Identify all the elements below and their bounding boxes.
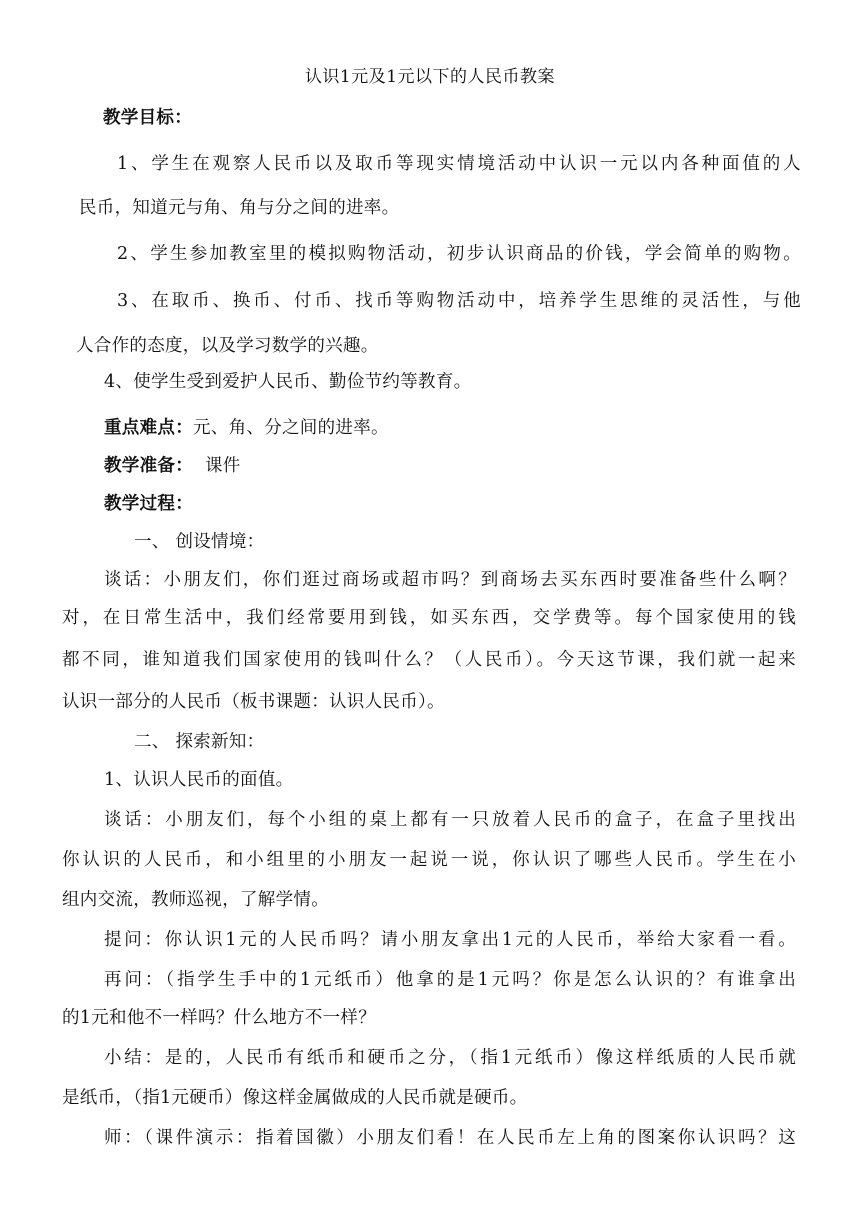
objective-3-line1: 3、在取币、换币、付币、找币等购物活动中，培养学生思维的灵活性，与他 — [117, 291, 801, 311]
section2-heading: 二、 探索新知： — [134, 732, 265, 752]
section2-para1-line: 谈话：小朋友们，每个小组的桌上都有一只放着人民币的盒子，在盒子里找出 — [104, 810, 796, 830]
objective-4: 4、使学生受到爱护人民币、勤俭节约等教育。 — [104, 372, 472, 392]
preparation — [104, 452, 241, 477]
preparation-text: 课件 — [205, 456, 241, 476]
preparation-label: 教学准备： — [104, 456, 193, 476]
objective-1-line2: 民币，知道元与角、角与分之间的进率。 — [79, 198, 400, 218]
key-points — [104, 414, 389, 439]
key-points-label: 重点难点： — [104, 418, 193, 438]
section2-para1-line: 你认识的人民币，和小组里的小朋友一起说一说，你认识了哪些人民币。学生在小 — [62, 850, 796, 870]
section1-line: 对，在日常生活中，我们经常要用到钱，如买东西，交学费等。每个国家使用的钱 — [62, 608, 796, 628]
section2-para4-line: 小结：是的，人民币有纸币和硬币之分，（指1元纸币）像这样纸质的人民币就 — [104, 1048, 796, 1068]
section2-para2: 提问：你认识1元的人民币吗？请小朋友拿出1元的人民币，举给大家看一看。 — [104, 930, 796, 950]
section1-heading: 一、 创设情境： — [134, 532, 265, 552]
section1-line: 谈话：小朋友们，你们逛过商场或超市吗？到商场去买东西时要准备些什么啊？ — [104, 570, 796, 590]
objective-3-line2: 人合作的态度，以及学习数学的兴趣。 — [76, 336, 379, 356]
section1-line: 都不同，谁知道我们国家使用的钱叫什么？（人民币）。今天这节课，我们就一起来 — [62, 650, 796, 670]
section1-line: 认识一部分的人民币（板书课题：认识人民币）。 — [62, 692, 445, 712]
key-points-text: 元、角、分之间的进率。 — [193, 418, 389, 438]
document-title: 认识1元及1元以下的人民币教案 — [304, 67, 556, 87]
section2-subheading: 1、认识人民币的面值。 — [104, 770, 294, 790]
section2-para1-line: 组内交流，教师巡视，了解学情。 — [62, 890, 329, 910]
section2-para4-line: 是纸币，（指1元硬币）像这样金属做成的人民币就是硬币。 — [62, 1088, 528, 1108]
objectives-heading: 教学目标： — [103, 108, 192, 128]
process-heading: 教学过程： — [104, 494, 193, 514]
objective-1-line1: 1、学生在观察人民币以及取币等现实情境活动中认识一元以内各种面值的人 — [117, 154, 801, 174]
section2-para3-line: 再问：（指学生手中的1元纸币）他拿的是1元吗？你是怎么认识的？有谁拿出 — [104, 970, 796, 990]
section2-para3-line: 的1元和他不一样吗？什么地方不一样？ — [62, 1008, 377, 1028]
section2-para5: 师：（课件演示：指着国徽）小朋友们看！在人民币左上角的图案你认识吗？这 — [104, 1128, 796, 1148]
objective-2: 2、学生参加教室里的模拟购物活动，初步认识商品的价钱，学会简单的购物。 — [117, 244, 801, 264]
